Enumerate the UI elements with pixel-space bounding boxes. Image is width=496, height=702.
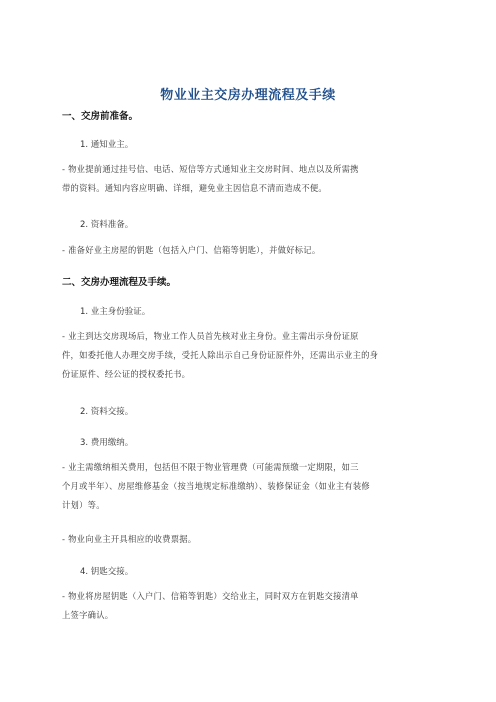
item-key-handover: 4. 钥匙交接。: [80, 567, 134, 577]
paragraph-line: 件，如委托他人办理交房手续，受托人除出示自己身份证原件外，还需出示业主的身: [62, 349, 379, 360]
paragraph-line: 个月或半年）、房屋维修基金（按当地规定标准缴纳）、装修保证金（如业主有装修: [62, 480, 370, 491]
paragraph-line: - 物业将房屋钥匙（入户门、信箱等钥匙）交给业主，同时双方在钥匙交接清单: [62, 591, 359, 601]
document-title: 物业业主交房办理流程及手续: [160, 88, 336, 103]
paragraph-line: - 准备好业主房屋的钥匙（包括入户门、信箱等钥匙），并做好标记。: [62, 245, 321, 255]
paragraph-line: 计划）等。: [62, 499, 105, 510]
item-materials-preparation: 2. 资料准备。: [80, 220, 134, 230]
paragraph-line: 带的资料。通知内容应明确、详细，避免业主因信息不清而造成不便。: [62, 182, 327, 193]
item-identity-verification: 1. 业主身份验证。: [80, 307, 151, 317]
paragraph-line: 份证原件、经公证的授权委托书。: [62, 368, 191, 379]
paragraph-line: - 业主需缴纳相关费用，包括但不限于物业管理费（可能需预缴一定期限，如三: [62, 462, 359, 472]
paragraph-line: - 物业提前通过挂号信、电话、短信等方式通知业主交房时间、地点以及所需携: [62, 164, 359, 174]
paragraph-receipt: [62, 530, 434, 549]
paragraph-fee-payment: [62, 458, 434, 514]
item-notify-owner: 1. 通知业主。: [80, 140, 134, 150]
paragraph-materials-preparation: [62, 241, 434, 260]
item-materials-handover: 2. 资料交接。: [80, 407, 134, 417]
section-heading-process: 二、交房办理流程及手续。: [62, 277, 177, 288]
paragraph-line: 上签字确认。: [62, 609, 114, 620]
item-fee-payment: 3. 费用缴纳。: [80, 438, 134, 448]
section-heading-preparation: 一、交房前准备。: [62, 111, 139, 122]
paragraph-identity-verification: [62, 327, 434, 383]
paragraph-key-handover: [62, 587, 434, 625]
paragraph-notify-owner: [62, 160, 434, 198]
paragraph-line: - 业主到达交房现场后，物业工作人员首先核对业主身份。业主需出示身份证原: [62, 331, 359, 341]
paragraph-line: - 物业向业主开具相应的收费票据。: [62, 534, 197, 544]
